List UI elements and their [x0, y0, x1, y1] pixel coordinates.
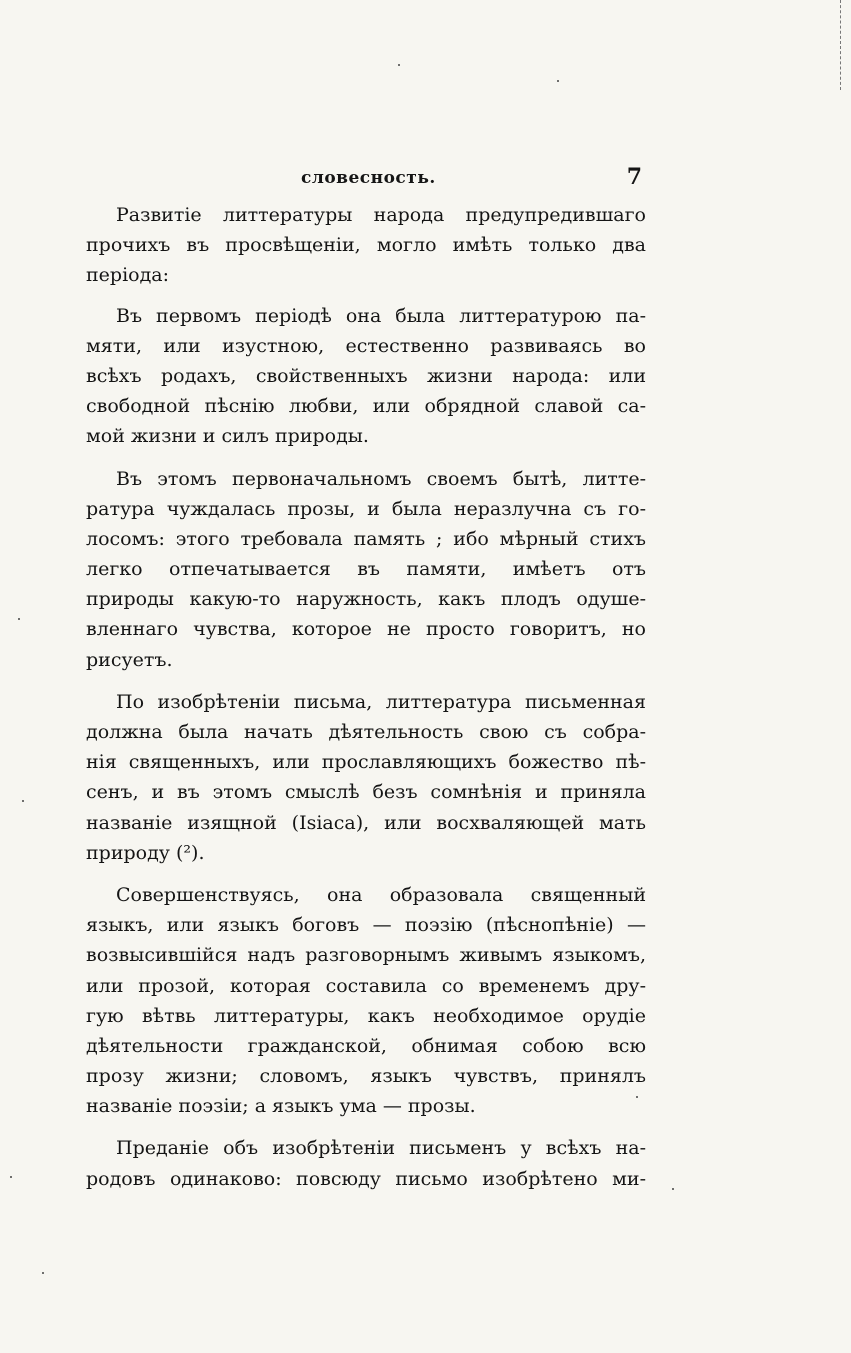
text-line: родовъ одинаково: повсюду письмо изобрѣтено ми-	[86, 1167, 646, 1190]
text-line: возвысившійся надъ разговорнымъ живымъ языкомъ,	[86, 944, 646, 967]
text-line: мой жизни и силъ природы.	[86, 425, 369, 448]
body-text	[86, 200, 646, 1206]
text-line: Въ этомъ первоначальномъ своемъ бытѣ, литте-	[116, 467, 646, 490]
scan-speck	[42, 1272, 44, 1274]
text-line: нія священныхъ, или прославляющихъ божество пѣ-	[86, 751, 646, 774]
text-line: языкъ, или языкъ боговъ — поэзію (пѣснопѣніе) —	[86, 914, 646, 937]
text-line: или прозой, которая составила со временемъ дру-	[86, 974, 646, 997]
paragraph-3	[86, 464, 646, 675]
text-line: вленнаго чувства, которое не просто говоритъ, но	[86, 618, 646, 641]
text-line: рисуетъ.	[86, 648, 173, 671]
text-line: ратура чуждалась прозы, и была неразлучна съ го-	[86, 497, 646, 520]
text-line: Совершенствуясь, она образовала священный	[116, 883, 646, 906]
text-line: Въ первомъ періодѣ она была литтературою па-	[116, 304, 646, 327]
scan-speck	[557, 80, 559, 82]
text-line: названіе изящной (Isiaca), или восхваляющей мать	[86, 811, 646, 834]
paragraph-4	[86, 687, 646, 868]
text-line: природу (²).	[86, 841, 205, 864]
text-line: гую вѣтвь литтературы, какъ необходимое орудіе	[86, 1004, 646, 1027]
scan-speck	[672, 1188, 674, 1190]
text-line: прозу жизни; словомъ, языкъ чувствъ, принялъ	[86, 1065, 646, 1088]
paragraph-1	[86, 200, 646, 291]
text-line: всѣхъ родахъ, свойственныхъ жизни народа: или	[86, 364, 646, 387]
scan-edge-mark	[839, 0, 841, 90]
text-line: прочихъ въ просвѣщеніи, могло имѣть только два	[86, 234, 646, 257]
text-line: легко отпечатывается въ памяти, имѣетъ отъ	[86, 558, 646, 581]
text-line: природы какую-то наружность, какъ плодъ одуше-	[86, 588, 646, 611]
text-line: мяти, или изустною, естественно развиваясь во	[86, 334, 646, 357]
scan-speck	[398, 64, 400, 66]
text-line: дѣятельности гражданской, обнимая собою всю	[86, 1034, 646, 1057]
scan-speck	[10, 1176, 12, 1178]
text-line: должна была начать дѣятельность свою съ собра-	[86, 721, 646, 743]
text-line: По изобрѣтеніи письма, литтература письменная	[116, 690, 646, 713]
text-line: Преданіе объ изобрѣтеніи письменъ у всѣхъ на-	[116, 1137, 646, 1160]
text-line: лосомъ: этого требовала память ; ибо мѣрный стихъ	[86, 527, 646, 550]
scan-speck	[18, 618, 20, 620]
text-line: сенъ, и въ этомъ смыслѣ безъ сомнѣнія и приняла	[86, 781, 646, 804]
scan-speck	[22, 800, 24, 802]
paragraph-2	[86, 301, 646, 452]
text-line: Развитіе литтературы народа предупредившаго	[116, 204, 646, 226]
text-line: періода:	[86, 264, 170, 287]
paragraph-5	[86, 880, 646, 1122]
scan-speck	[636, 1096, 638, 1098]
text-line: названіе поэзіи; а языкъ ума — прозы.	[86, 1095, 476, 1118]
page-number: 7	[626, 164, 642, 190]
running-head: словесность.	[301, 168, 436, 188]
paragraph-6	[86, 1133, 646, 1193]
page-header	[86, 166, 644, 194]
text-line: свободной пѣснію любви, или обрядной славой са-	[86, 395, 646, 418]
